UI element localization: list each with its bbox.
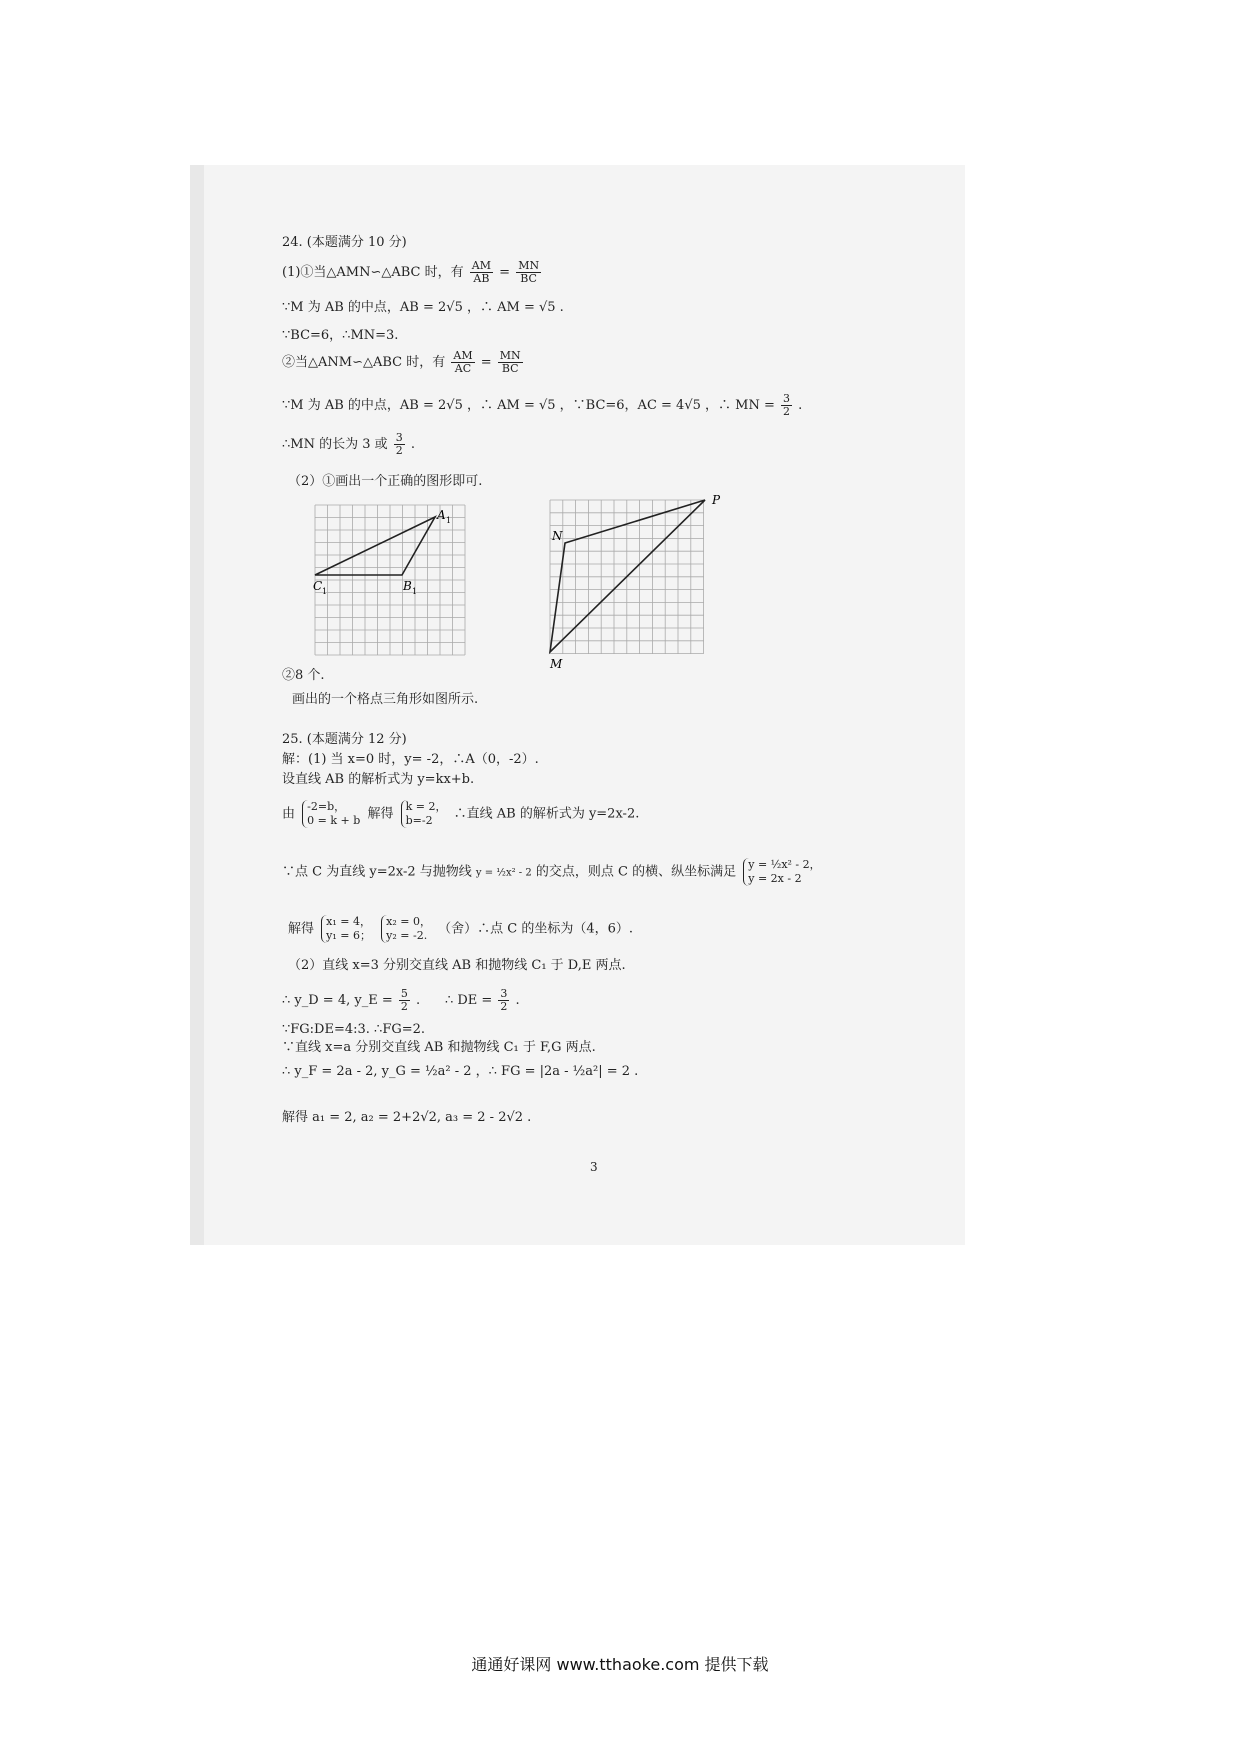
fraction-3-2-b: $\frac{3}{2}$ <box>395 431 403 457</box>
q25-line5: 解得 x₁ = 4， y₁ = 6； x₂ = 0， y₂ = -2. （舍）∴点 C 的坐标为（4，6）. <box>288 915 633 942</box>
system-2: k = 2， b=-2 <box>401 800 447 828</box>
q25-line10: ∴ y_F = 2a - 2, y_G = ½a² - 2 ，∴ FG = |2a - ½a²| = 2 . <box>282 1064 639 1079</box>
fraction-mn-bc-2: $\frac{MN}{BC}$ <box>499 349 521 375</box>
q25-line7: ∴ y_D = 4, y_E = $\frac{5}{2}$ . ∴ DE = $\frac{3}{2}$ . <box>282 987 520 1013</box>
svg-text:1: 1 <box>446 516 452 525</box>
q24-part2: （2）①画出一个正确的图形即可. <box>288 474 483 489</box>
label-m: M <box>550 657 563 671</box>
fraction-5-2: $\frac{5}{2}$ <box>400 987 408 1013</box>
q24-part2c: 画出的一个格点三角形如图所示. <box>292 692 479 707</box>
fraction-am-ab: $\frac{AM}{AB}$ <box>471 259 491 285</box>
q25-line2: 设直线 AB 的解析式为 y=kx+b. <box>282 772 475 787</box>
q25-line1: 解：(1) 当 x=0 时，y= -2，∴A（0，-2）. <box>282 752 539 767</box>
q24-line2: ∵M 为 AB 的中点，AB = 2√5 ，∴ AM = √5 . <box>282 300 564 315</box>
fraction-mn-bc: $\frac{MN}{BC}$ <box>518 259 540 285</box>
fraction-3-2: $\frac{3}{2}$ <box>783 392 790 418</box>
q24-part2b: ②8 个. <box>282 668 325 683</box>
system-4: x₁ = 4， y₁ = 6； <box>321 915 371 943</box>
system-3: y = ½x² - 2， y = 2x - 2 <box>743 858 820 886</box>
svg-text:1: 1 <box>412 587 418 596</box>
q25-heading: 25. (本题满分 12 分) <box>282 732 407 747</box>
triangle-a1b1c1 <box>315 517 435 575</box>
fraction-3-2-c: $\frac{3}{2}$ <box>500 987 508 1013</box>
grid-figure-2 <box>540 490 740 675</box>
label-c1: C <box>313 579 323 593</box>
triangle-mnp <box>550 500 705 652</box>
system-5: x₂ = 0， y₂ = -2. <box>381 915 431 943</box>
page-number: 3 <box>590 1160 598 1174</box>
grid-figure-1 <box>305 495 495 665</box>
q24-line5: ∵M 为 AB 的中点，AB = 2√5 ，∴ AM = √5 ，∵BC=6，AC = 4√5 ，∴ MN = $\frac{3}{2}$ . <box>282 392 803 418</box>
q24-line6: ∴MN 的长为 3 或 $\frac{3}{2}$ . <box>282 431 416 457</box>
q24-heading: 24. (本题满分 10 分) <box>282 235 407 250</box>
svg-text:1: 1 <box>322 587 328 596</box>
q24-case1: (1)①当△AMN∽△ABC 时，有 $\frac{AM}{AB}$ = $\frac{MN}{BC}$ <box>282 259 540 285</box>
label-b1: B <box>403 579 412 593</box>
q25-line11: 解得 a₁ = 2, a₂ = 2+2√2, a₃ = 2 - 2√2 . <box>282 1110 532 1125</box>
q24-case2: ②当△ANM∽△ABC 时，有 $\frac{AM}{AC}$ = $\frac{MN}{BC}$ <box>282 349 521 375</box>
q25-line4: ∵点 C 为直线 y=2x-2 与抛物线 y = ½x² - 2 的交点，则点 C 的横、纵坐标满足 y = ½x² - 2， y = 2x - 2 <box>282 858 821 885</box>
q25-line8: ∵FG:DE=4:3. ∴FG=2. <box>282 1022 426 1037</box>
q24-line3: ∵BC=6，∴MN=3. <box>282 328 399 343</box>
label-p: P <box>712 493 721 507</box>
footer-watermark: 通通好课网 www.tthaoke.com 提供下载 <box>471 1655 769 1674</box>
q25-line9: ∵直线 x=a 分别交直线 AB 和抛物线 C₁ 于 F,G 两点. <box>282 1040 596 1055</box>
label-n: N <box>552 529 563 543</box>
fraction-am-ac: $\frac{AM}{AC}$ <box>453 349 473 375</box>
system-1: -2=b， 0 = k + b <box>302 800 360 828</box>
scan-edge <box>190 165 204 1245</box>
q25-line3: 由 -2=b， 0 = k + b 解得 k = 2， b=-2 ∴直线 AB 的解析式为 y=2x-2. <box>282 800 640 827</box>
q25-line6: （2）直线 x=3 分别交直线 AB 和抛物线 C₁ 于 D,E 两点. <box>288 958 626 973</box>
label-a1: A <box>437 508 446 522</box>
